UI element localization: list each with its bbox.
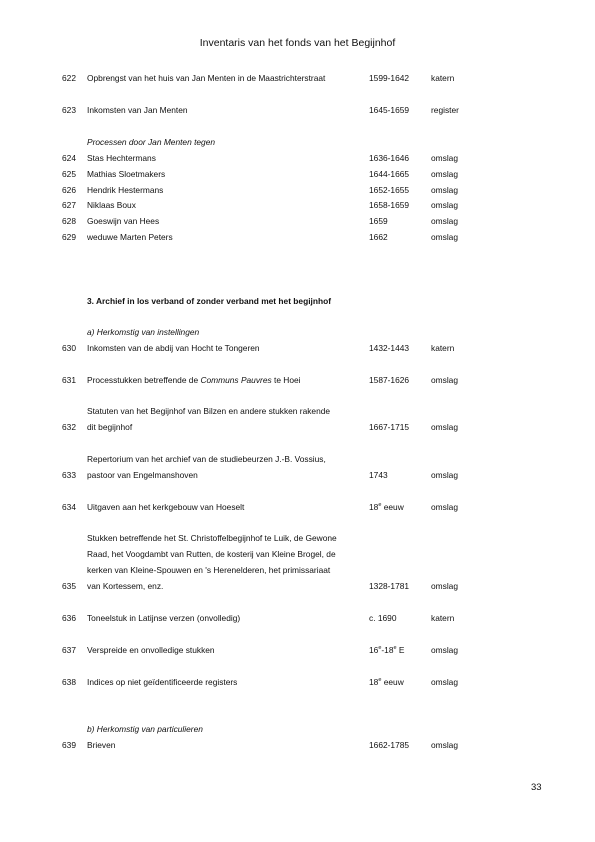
item-description: Stas Hechtermans [87, 153, 156, 163]
item-number: 628 [62, 216, 76, 226]
item-number: 639 [62, 740, 76, 750]
item-date: 1662-1785 [369, 740, 410, 750]
item-date: c. 1690 [369, 613, 397, 623]
item-type: omslag [431, 740, 458, 750]
subheading-instellingen: a) Herkomstig van instellingen [87, 327, 200, 337]
item-description: weduwe Marten Peters [87, 232, 173, 242]
page-number: 33 [531, 782, 542, 793]
item-number: 638 [62, 677, 76, 687]
item-type: omslag [431, 232, 458, 242]
item-date: 1328-1781 [369, 581, 410, 591]
item-description-line: Repertorium van het archief van de studiebeurzen J.-B. Vossius, [87, 454, 326, 464]
item-number: 635 [62, 581, 76, 591]
subheading-processen: Processen door Jan Menten tegen [87, 137, 216, 147]
item-description: Inkomsten van Jan Menten [87, 105, 188, 115]
item-type: omslag [431, 185, 458, 195]
item-number: 631 [62, 375, 76, 385]
item-type: omslag [431, 375, 458, 385]
item-description: Opbrengst van het huis van Jan Menten in de Maastrichterstraat [87, 73, 326, 83]
item-type: katern [431, 613, 455, 623]
item-type: omslag [431, 422, 458, 432]
item-description: dit begijnhof [87, 422, 133, 432]
item-type: omslag [431, 502, 458, 512]
date-superscript: e [378, 645, 382, 652]
section-heading: 3. Archief in los verband of zonder verband met het begijnhof [87, 296, 331, 306]
item-number: 622 [62, 73, 76, 83]
item-description [87, 375, 301, 386]
item-description: Verspreide en onvolledige stukken [87, 645, 215, 655]
date-superscript: e [378, 502, 382, 509]
item-type: omslag [431, 645, 458, 655]
date-text: -18 [381, 645, 394, 655]
item-number: 629 [62, 232, 76, 242]
item-type: katern [431, 73, 455, 83]
item-number: 625 [62, 169, 76, 179]
item-type: omslag [431, 200, 458, 210]
item-date: 1743 [369, 470, 388, 480]
item-number: 623 [62, 105, 76, 115]
subheading-particulieren: b) Herkomstig van particulieren [87, 724, 203, 734]
item-number: 637 [62, 645, 76, 655]
item-description: Brieven [87, 740, 116, 750]
item-date: 1667-1715 [369, 422, 410, 432]
date-text: 16 [369, 645, 379, 655]
item-description-line: Stukken betreffende het St. Christoffelbegijnhof te Luik, de Gewone [87, 533, 337, 543]
description-text: te Hoei [271, 375, 301, 385]
item-description-line: kerken van Kleine-Spouwen en 's Herenelderen, het primissariaat [87, 565, 331, 575]
item-type: omslag [431, 677, 458, 687]
date-text: 18 [369, 677, 379, 687]
item-date [369, 677, 404, 688]
item-type: katern [431, 343, 455, 353]
date-superscript: e [378, 677, 382, 684]
item-date: 1636-1646 [369, 153, 410, 163]
item-number: 632 [62, 422, 76, 432]
item-description-line: Raad, het Voogdambt van Rutten, de kosterij van Kleine Brogel, de [87, 549, 336, 559]
item-date: 1432-1443 [369, 343, 410, 353]
item-date: 1587-1626 [369, 375, 410, 385]
item-description: pastoor van Engelmanshoven [87, 470, 198, 480]
item-description: van Kortessem, enz. [87, 581, 164, 591]
description-text: Processtukken betreffende de [87, 375, 201, 385]
item-date: 1599-1642 [369, 73, 410, 83]
item-description-line: Statuten van het Begijnhof van Bilzen en andere stukken rakende [87, 406, 331, 416]
date-superscript: e [393, 645, 397, 652]
item-description: Toneelstuk in Latijnse verzen (onvolledig) [87, 613, 241, 623]
item-number: 626 [62, 185, 76, 195]
document-header: Inventaris van het fonds van het Begijnhof [199, 37, 396, 49]
item-type: omslag [431, 169, 458, 179]
item-number: 630 [62, 343, 76, 353]
item-description: Uitgaven aan het kerkgebouw van Hoeselt [87, 502, 245, 512]
item-number: 634 [62, 502, 76, 512]
date-text: 18 [369, 502, 379, 512]
item-date: 1652-1655 [369, 185, 410, 195]
date-text: eeuw [381, 677, 404, 687]
item-type: omslag [431, 470, 458, 480]
item-date: 1645-1659 [369, 105, 410, 115]
item-description: Mathias Sloetmakers [87, 169, 166, 179]
item-type: register [431, 105, 459, 115]
item-description: Indices op niet geïdentificeerde registers [87, 677, 238, 687]
description-emphasis: Communs Pauvres [200, 375, 272, 385]
item-type: omslag [431, 216, 458, 226]
item-date: 1662 [369, 232, 388, 242]
item-description: Goeswijn van Hees [87, 216, 160, 226]
item-type: omslag [431, 581, 458, 591]
item-description: Niklaas Boux [87, 200, 136, 210]
date-text: eeuw [381, 502, 404, 512]
item-number: 636 [62, 613, 76, 623]
item-number: 627 [62, 200, 76, 210]
item-date: 1658-1659 [369, 200, 410, 210]
item-date [369, 502, 404, 513]
item-date: 1659 [369, 216, 388, 226]
item-number: 633 [62, 470, 76, 480]
item-number: 624 [62, 153, 76, 163]
date-text: E [396, 645, 405, 655]
item-date [369, 645, 404, 656]
item-description: Hendrik Hestermans [87, 185, 164, 195]
item-description: Inkomsten van de abdij van Hocht te Tongeren [87, 343, 260, 353]
item-date: 1644-1665 [369, 169, 410, 179]
item-type: omslag [431, 153, 458, 163]
